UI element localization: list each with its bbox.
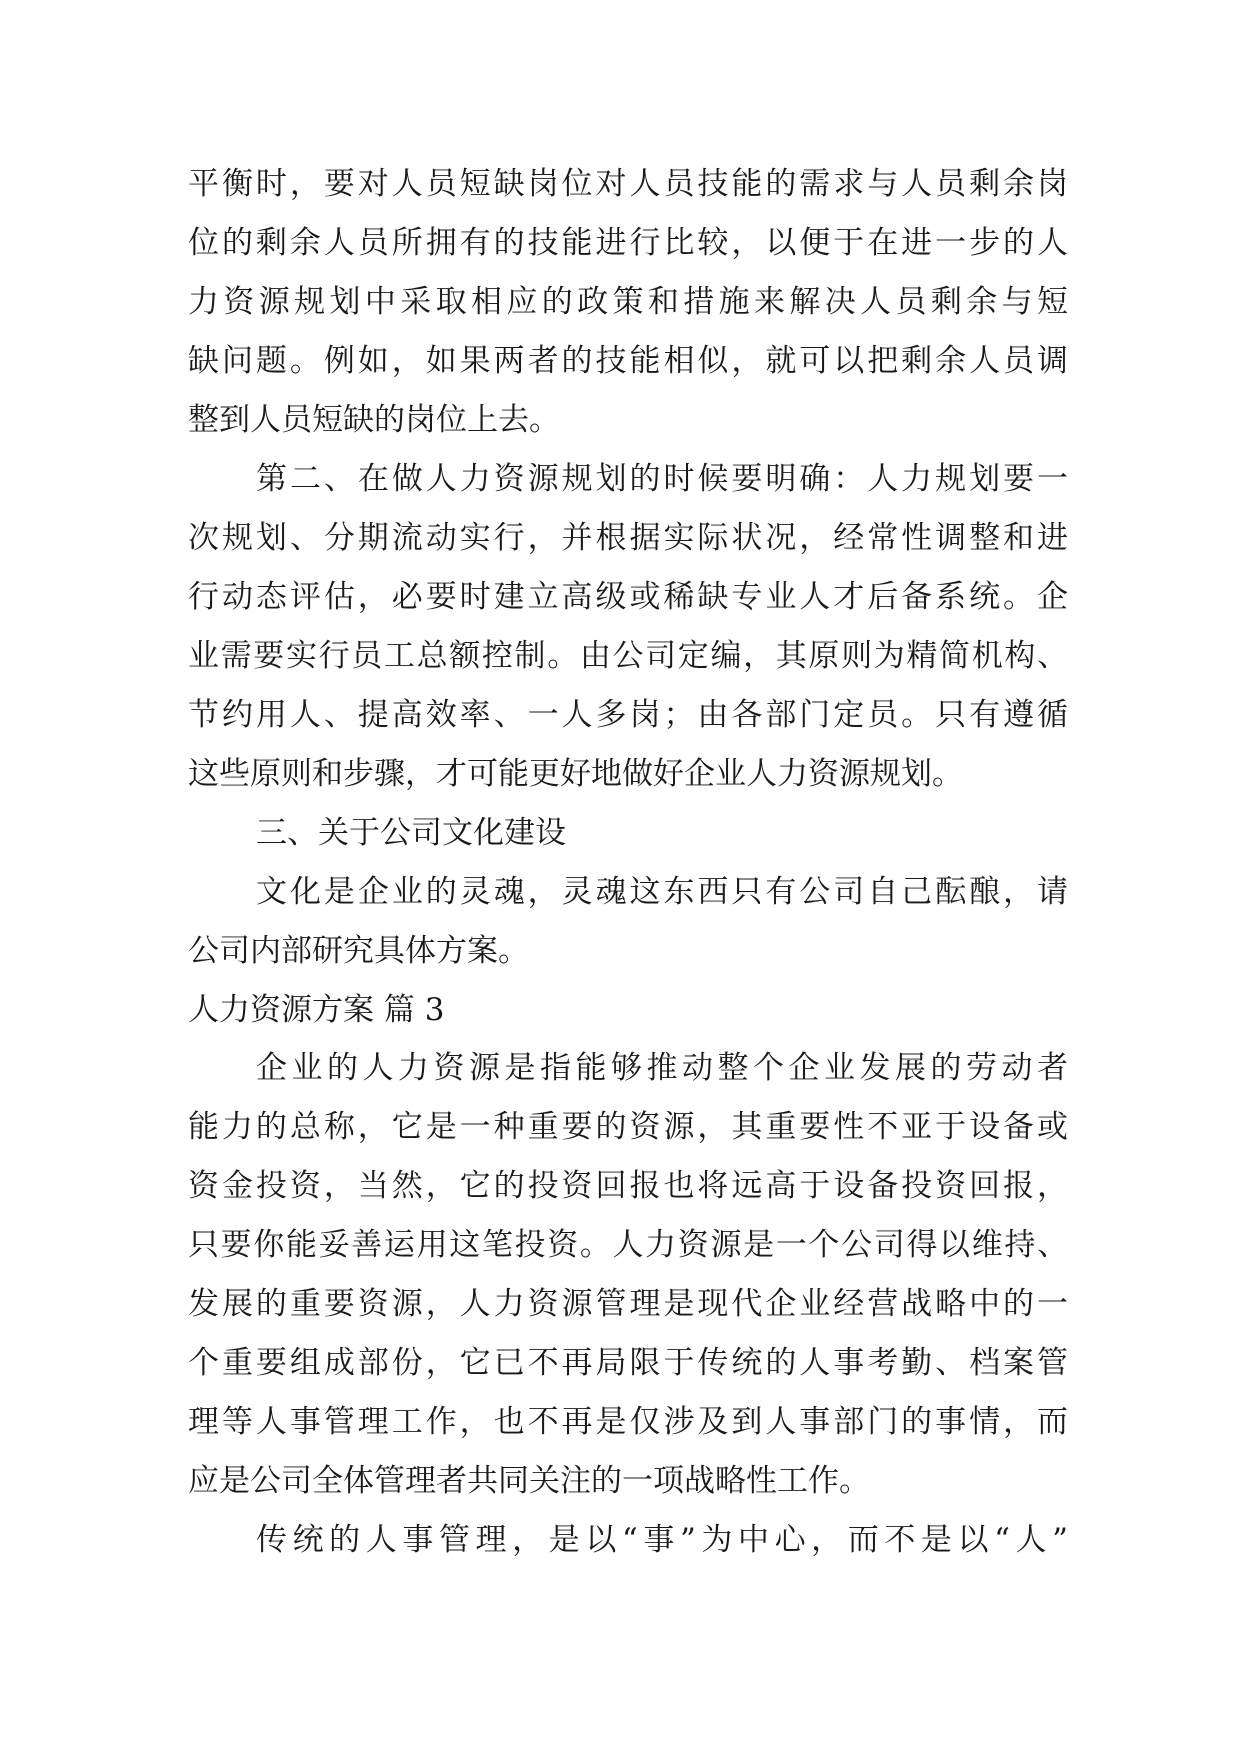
article-heading: 人力资源方案 篇 3: [188, 992, 445, 1028]
body-text-line: 发展的重要资源，人力资源管理是现代企业经营战略中的一: [188, 1286, 1068, 1322]
paragraph-first-line: 文化是企业的灵魂，灵魂这东西只有公司自己酝酿，请: [256, 874, 1068, 910]
body-text-line: 公司内部研究具体方案。: [188, 933, 529, 969]
body-text-line: 行动态评估，必要时建立高级或稀缺专业人才后备系统。企: [188, 579, 1068, 615]
section-heading: 三、关于公司文化建设: [256, 815, 566, 851]
body-text-line: 次规划、分期流动实行，并根据实际状况，经常性调整和进: [188, 520, 1068, 556]
body-text-line: 缺问题。例如，如果两者的技能相似，就可以把剩余人员调: [188, 343, 1068, 379]
body-text-line: 只要你能妥善运用这笔投资。人力资源是一个公司得以维持、: [188, 1227, 1068, 1263]
paragraph-first-line: 第二、在做人力资源规划的时候要明确：人力规划要一: [256, 461, 1068, 497]
body-text-line: 这些原则和步骤，才可能更好地做好企业人力资源规划。: [188, 756, 963, 792]
body-text-line: 个重要组成部份，它已不再局限于传统的人事考勤、档案管: [188, 1345, 1068, 1381]
body-text-line: 整到人员短缺的岗位上去。: [188, 402, 560, 438]
body-text-line: 能力的总称，它是一种重要的资源，其重要性不亚于设备或: [188, 1109, 1068, 1145]
body-text-line: 应是公司全体管理者共同关注的一项战略性工作。: [188, 1463, 870, 1499]
paragraph-first-line: 传统的人事管理，是以“事”为中心，而不是以“人”: [256, 1522, 1068, 1558]
body-text-line: 业需要实行员工总额控制。由公司定编，其原则为精简机构、: [188, 638, 1068, 674]
paragraph-first-line: 企业的人力资源是指能够推动整个企业发展的劳动者: [256, 1050, 1068, 1086]
body-text-line: 节约用人、提高效率、一人多岗；由各部门定员。只有遵循: [188, 697, 1068, 733]
body-text-line: 理等人事管理工作，也不再是仅涉及到人事部门的事情，而: [188, 1404, 1068, 1440]
body-text-line: 力资源规划中采取相应的政策和措施来解决人员剩余与短: [188, 284, 1068, 320]
body-text-line: 资金投资，当然，它的投资回报也将远高于设备投资回报，: [188, 1168, 1068, 1204]
body-text-line: 位的剩余人员所拥有的技能进行比较，以便于在进一步的人: [188, 225, 1068, 261]
body-text-line: 平衡时，要对人员短缺岗位对人员技能的需求与人员剩余岗: [188, 166, 1068, 202]
